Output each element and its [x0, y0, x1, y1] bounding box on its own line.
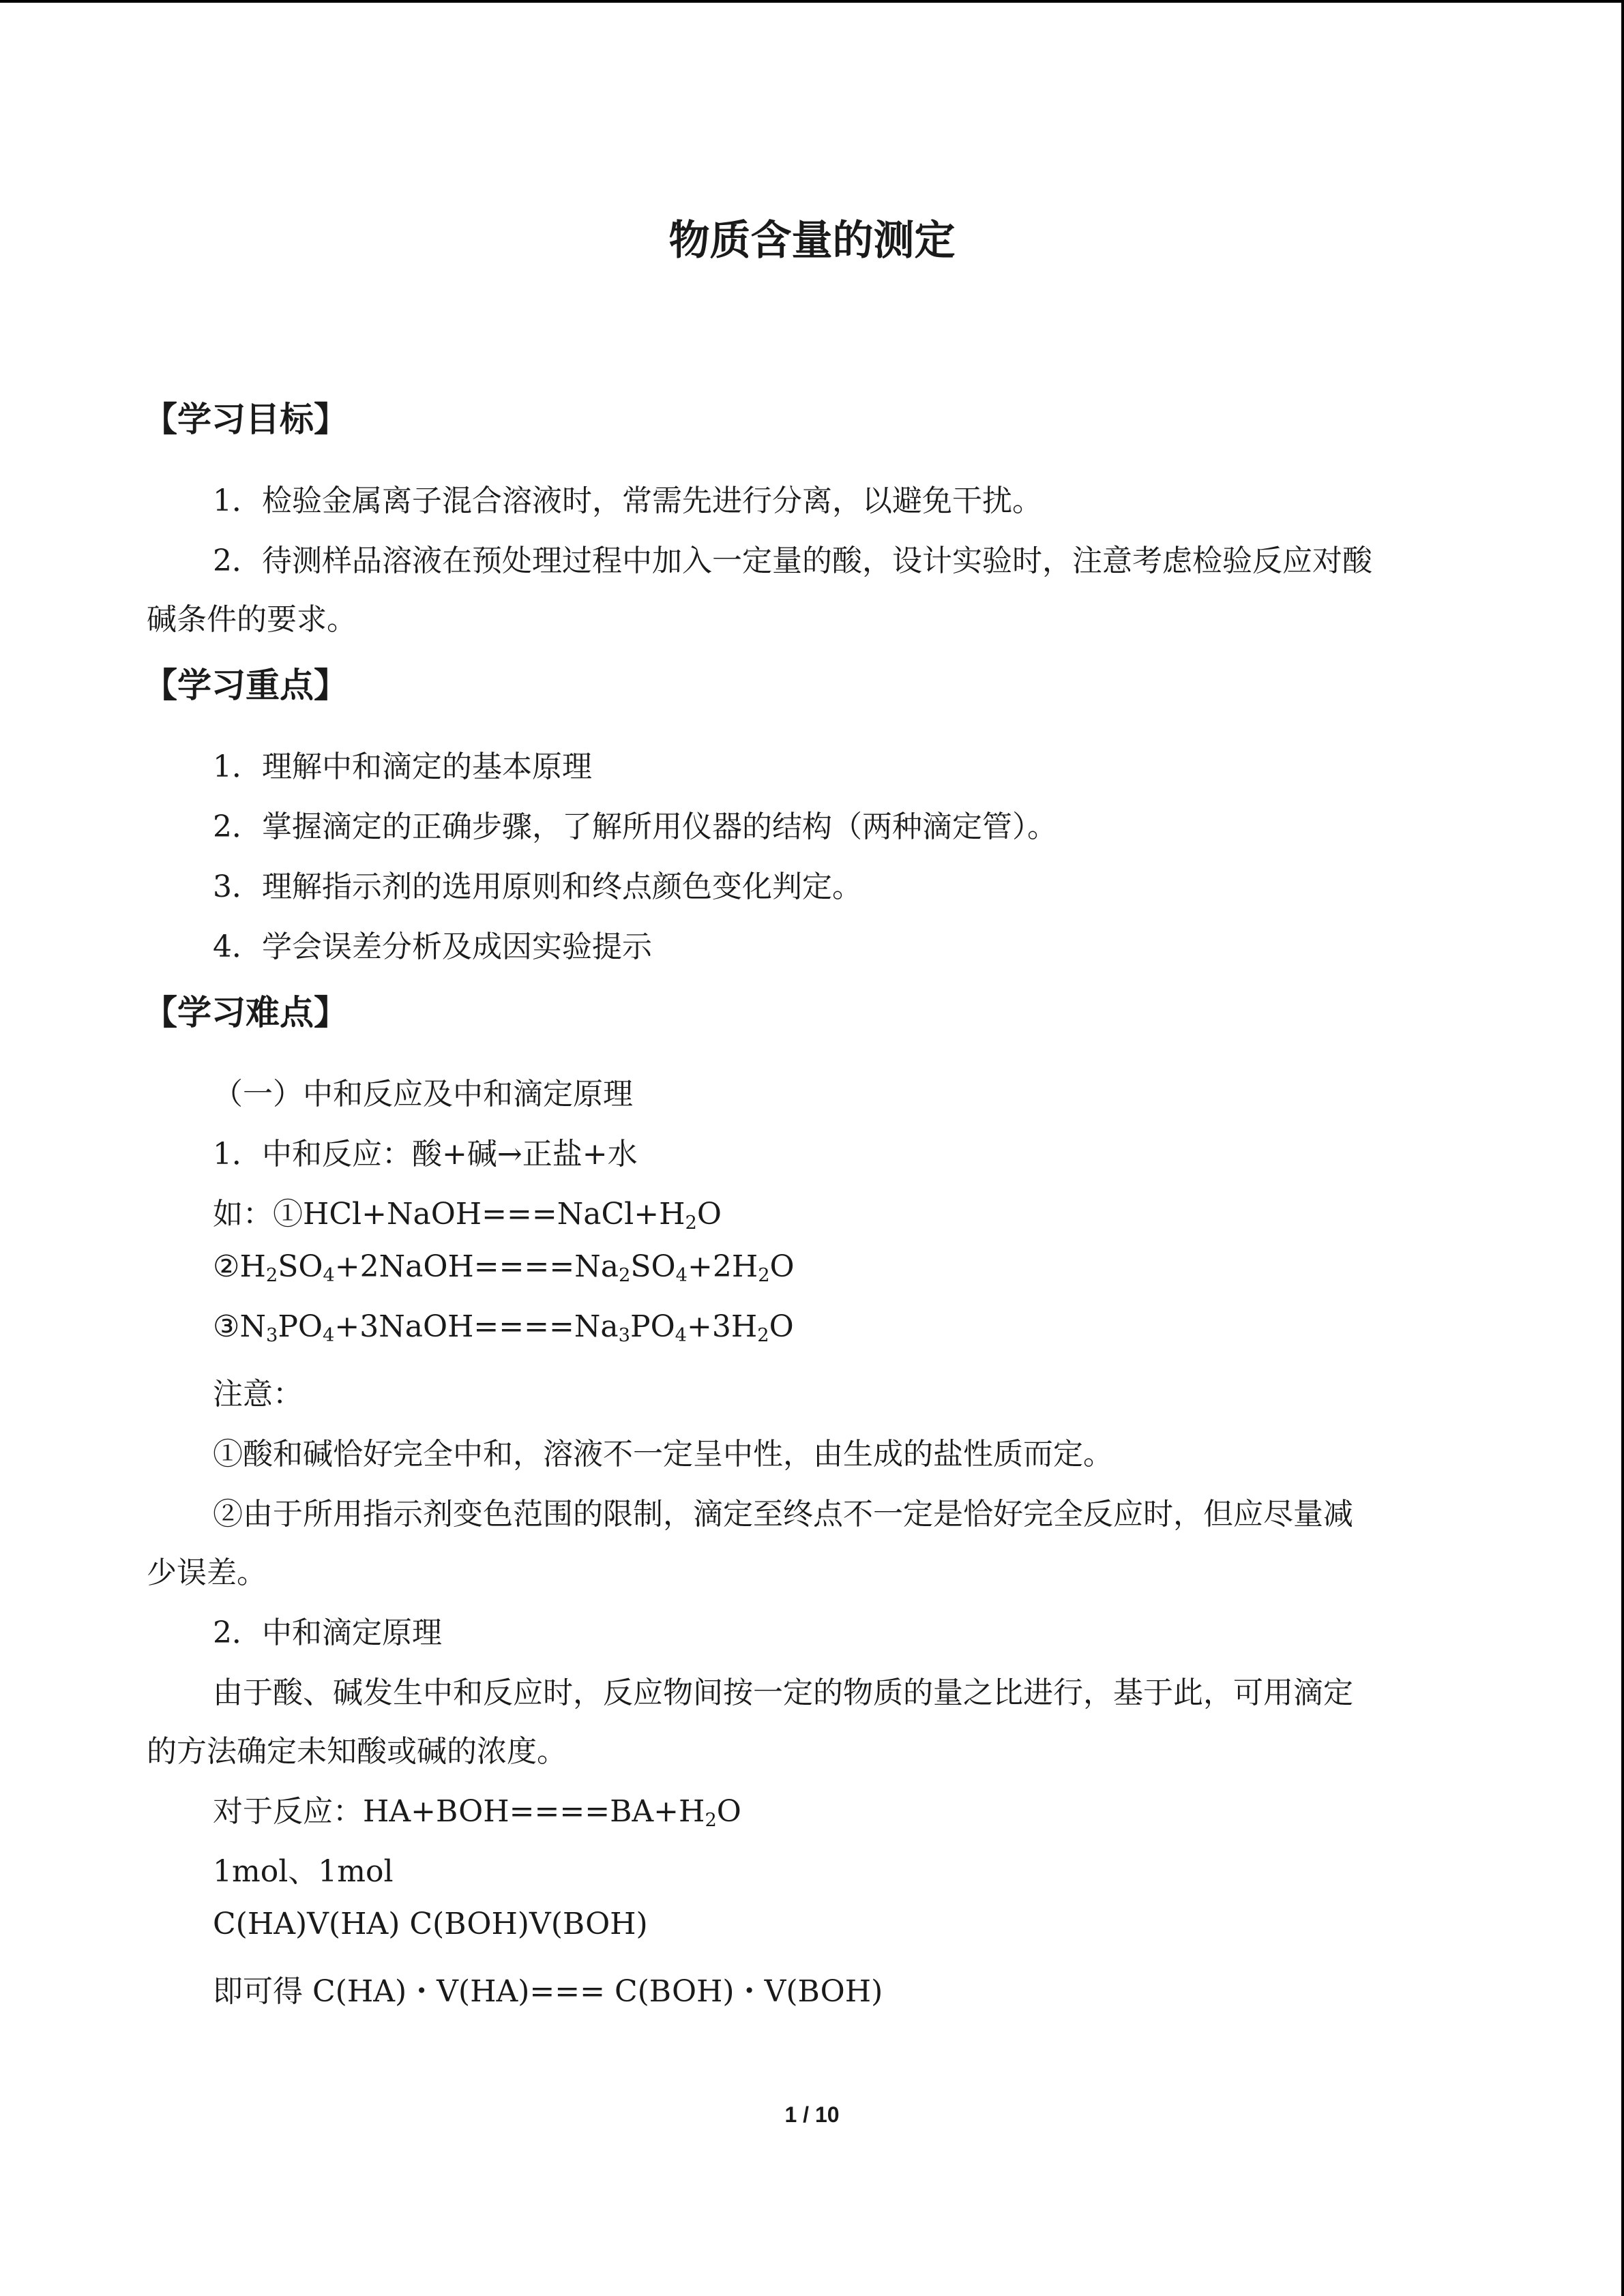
equation-2: [213, 1249, 795, 1284]
key-point-item-2: 2．掌握滴定的正确步骤，了解所用仪器的结构（两种滴定管）。: [213, 809, 1057, 844]
formula-part: +3H: [687, 1309, 758, 1344]
formula-part: PO: [630, 1309, 675, 1344]
objective-item-2-line-1: 2．待测样品溶液在预处理过程中加入一定量的酸，设计实验时，注意考虑检验反应对酸: [213, 543, 1372, 578]
note-1: [213, 1429, 1113, 1473]
principle-line-1: 由于酸、碱发生中和反应时，反应物间按一定的物质的量之比进行，基于此，可用滴定: [213, 1675, 1353, 1710]
subscript: 2: [265, 1264, 278, 1286]
formula-part: O: [769, 1309, 794, 1344]
example-prefix: 如：: [213, 1197, 273, 1232]
top-border: [0, 0, 1624, 3]
objective-item-1: 1．检验金属离子混合溶液时，常需先进行分离，以避免干扰。: [213, 483, 1042, 518]
principle-line-2: 的方法确定未知酸或碱的浓度。: [147, 1734, 567, 1769]
subscript: 2: [619, 1264, 631, 1286]
section-neutralization: （一）中和反应及中和滴定原理: [213, 1077, 633, 1112]
heading-key-points: 【学习重点】: [143, 666, 348, 705]
circled-number-1: ①: [273, 1197, 303, 1232]
circled-number-1: ①: [213, 1437, 243, 1472]
heading-objectives: 【学习目标】: [143, 400, 348, 439]
note-2-line-2: 少误差。: [147, 1555, 267, 1590]
note-1-text: 酸和碱恰好完全中和，溶液不一定呈中性，由生成的盐性质而定。: [243, 1437, 1113, 1472]
key-point-item-4: 4．学会误差分析及成因实验提示: [213, 929, 652, 964]
cv-terms-line: C(HA)V(HA) C(BOH)V(BOH): [213, 1907, 648, 1941]
formula-part: O: [769, 1249, 795, 1284]
note-label: 注意：: [213, 1377, 303, 1412]
objective-item-2-line-2: 碱条件的要求。: [147, 602, 357, 637]
equation-1-text-end: O: [696, 1197, 722, 1232]
reaction-text: 对于反应：HA+BOH====BA+H: [213, 1794, 705, 1829]
neutralization-definition: 1．中和反应：酸+碱→正盐+水: [213, 1137, 638, 1172]
result-line: 即可得 C(HA)・V(HA)=== C(BOH)・V(BOH): [213, 1974, 883, 2009]
reaction-text-end: O: [716, 1794, 741, 1829]
moles-line: 1mol、1mol: [213, 1854, 394, 1889]
subscript: 4: [323, 1264, 335, 1286]
page-number: 1 / 10: [784, 2102, 840, 2127]
note-2-line-1: [213, 1489, 1353, 1533]
formula-part: N: [239, 1309, 266, 1344]
reaction-equation: [213, 1787, 741, 1830]
heading-difficulties: 【学习难点】: [143, 993, 348, 1032]
formula-part: +2NaOH====Na: [334, 1249, 619, 1284]
equation-3: [213, 1309, 794, 1344]
formula-part: SO: [278, 1249, 323, 1284]
subscript: 4: [675, 1264, 688, 1286]
formula-part: +2H: [687, 1249, 758, 1284]
formula-part: PO: [278, 1309, 323, 1344]
right-border: [1621, 0, 1624, 2296]
equation-1-text: HCl+NaOH===NaCl+H: [303, 1197, 685, 1232]
equation-1: [213, 1189, 722, 1233]
circled-number-3: ③: [213, 1309, 240, 1344]
subscript: 2: [758, 1264, 770, 1286]
formula-part: H: [239, 1249, 266, 1284]
formula-part: SO: [630, 1249, 676, 1284]
formula-part: +3NaOH====Na: [334, 1309, 619, 1344]
circled-number-2: ②: [213, 1249, 240, 1284]
key-point-item-1: 1．理解中和滴定的基本原理: [213, 749, 592, 784]
note-2-text: 由于所用指示剂变色范围的限制，滴定至终点不一定是恰好完全反应时，但应尽量减: [243, 1497, 1353, 1532]
subscript: 4: [675, 1324, 688, 1346]
subscript: 3: [265, 1324, 278, 1346]
subscript: 2: [757, 1324, 769, 1346]
principle-heading: 2．中和滴定原理: [213, 1615, 442, 1650]
key-point-item-3: 3．理解指示剂的选用原则和终点颜色变化判定。: [213, 869, 862, 904]
subscript: 2: [685, 1212, 697, 1234]
subscript: 3: [618, 1324, 630, 1346]
page-title: 物质含量的测定: [668, 217, 956, 265]
circled-number-2: ②: [213, 1497, 243, 1532]
subscript: 4: [323, 1324, 335, 1346]
subscript: 2: [705, 1809, 717, 1831]
